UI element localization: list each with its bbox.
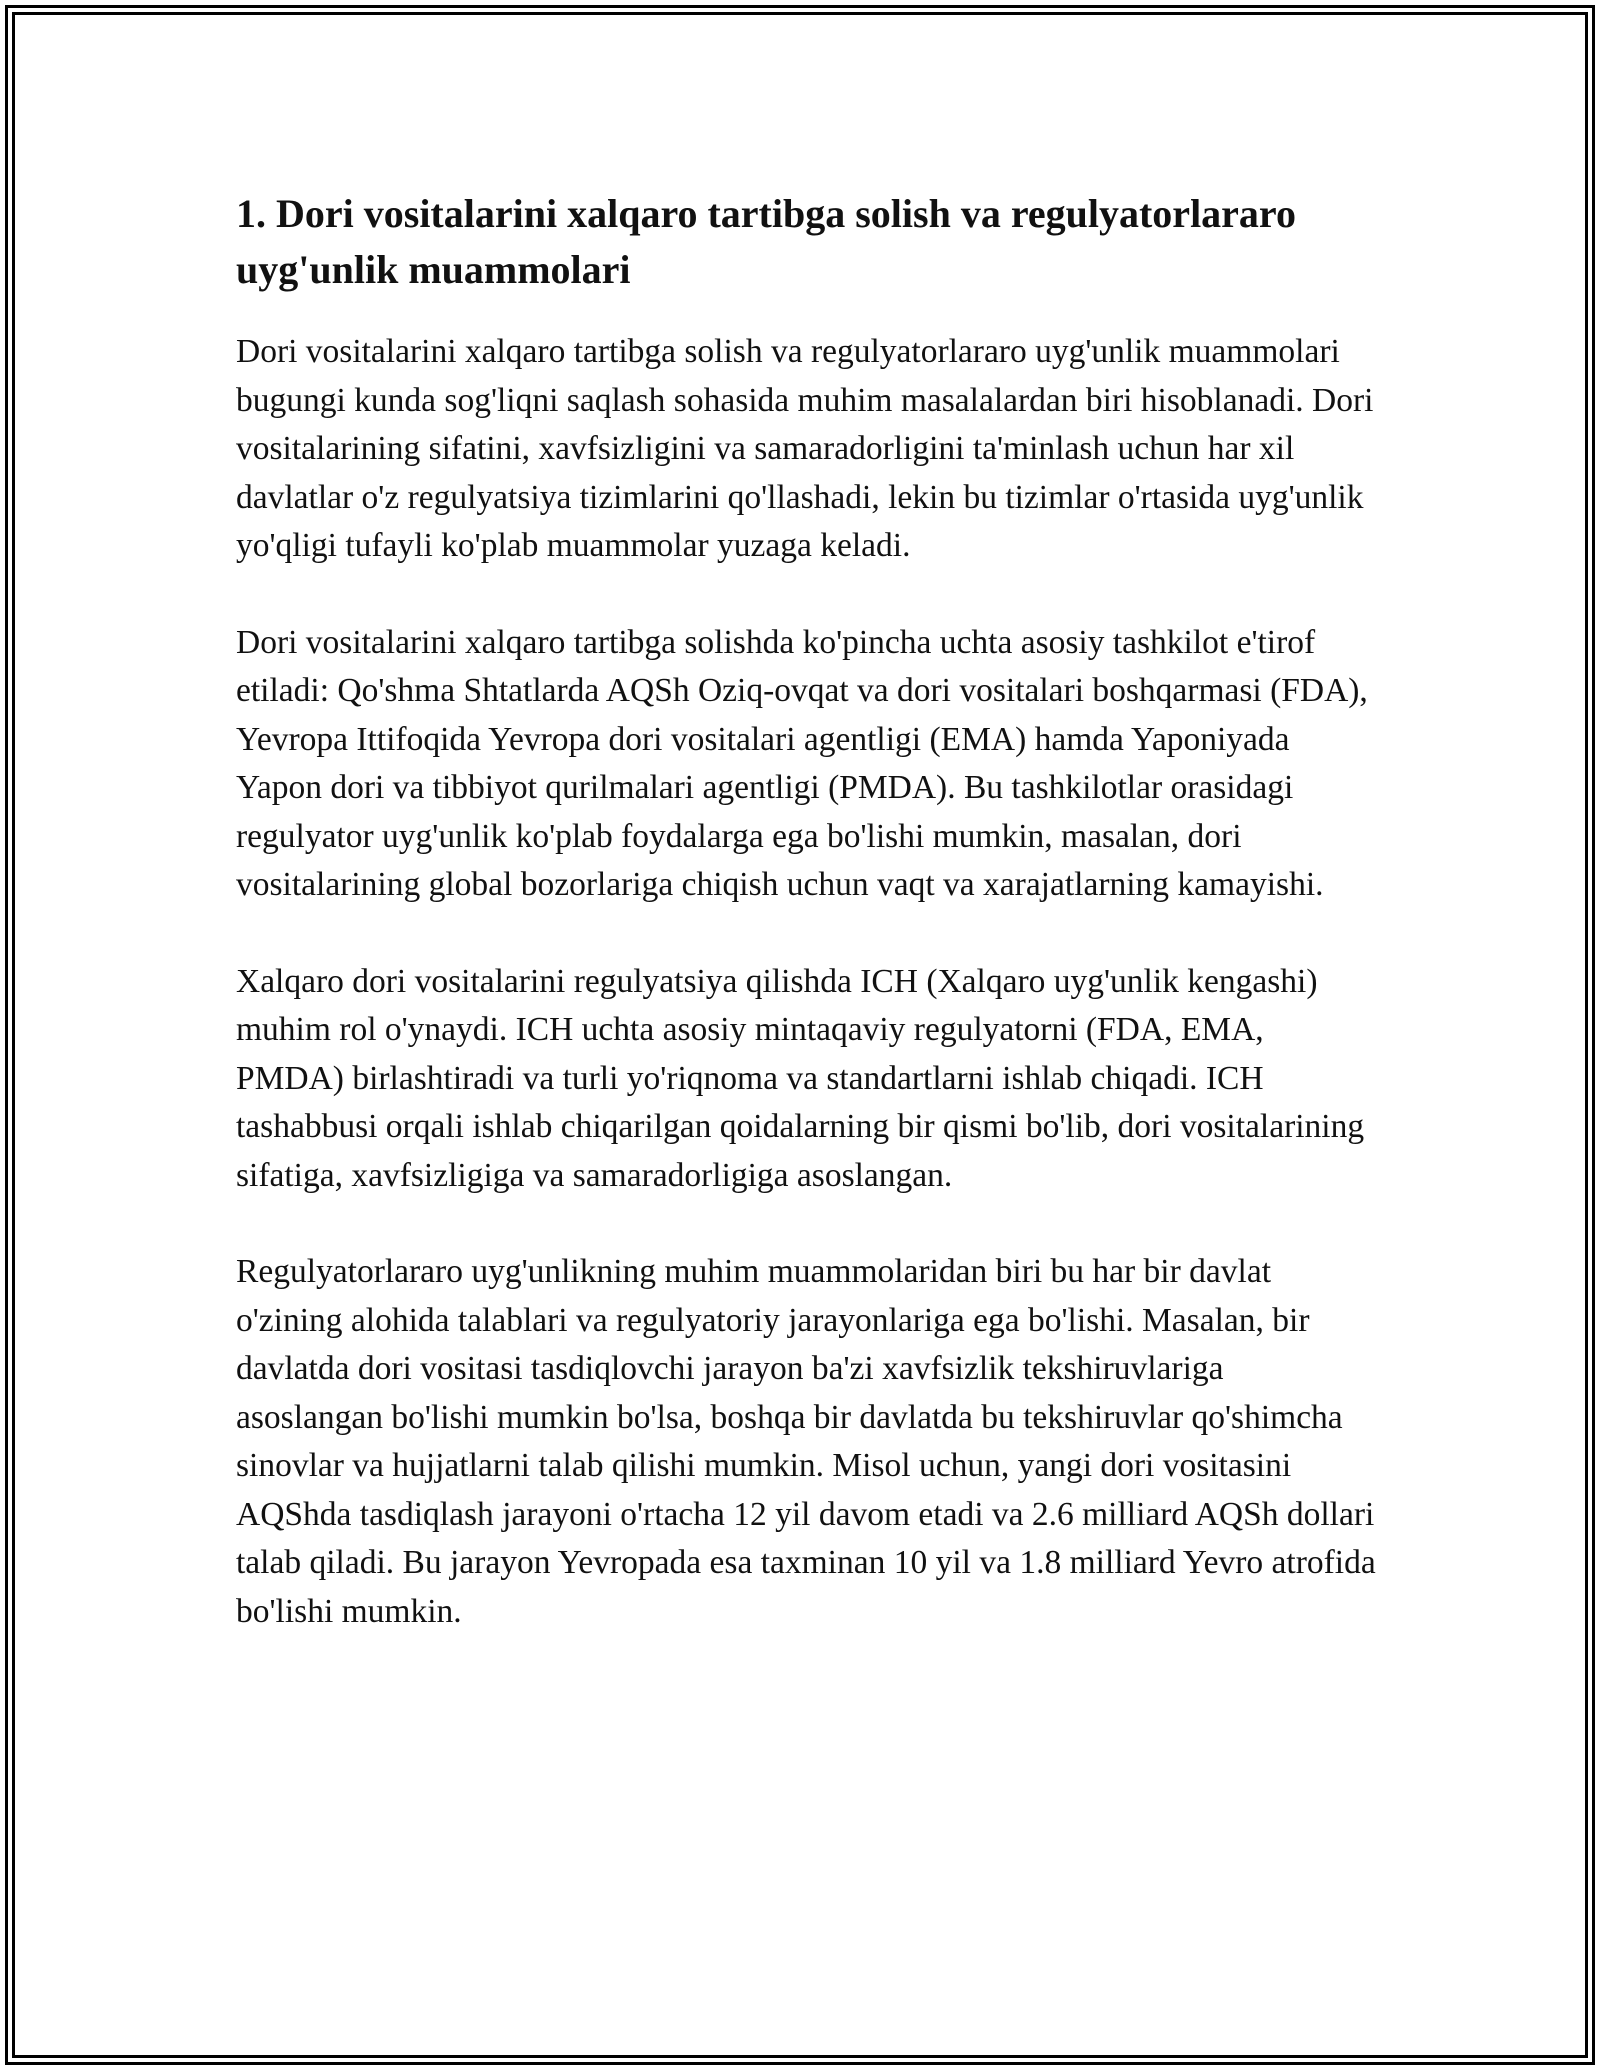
document-body xyxy=(236,186,1376,1684)
paragraph-3: Xalqaro dori vositalarini regulyatsiya qilishda ICH (Xalqaro uyg'unlik kengashi) muhim rol o'ynaydi. ICH uchta asosiy mintaqaviy regulyatorni (FDA, EMA, PMDA) birlashtiradi va turli yo'riqnoma va standartlarni ishlab chiqadi. ICH tashabbusi orqali ishlab chiqarilgan qoidalarning bir qismi bo'lib, dori vositalarining sifatiga, xavfsizligiga va samaradorligiga asoslangan. xyxy=(236,962,1365,1194)
section-heading: 1. Dori vositalarini xalqaro tartibga solish va regulyatorlararo uyg'unlik muammolari xyxy=(236,191,1296,292)
paragraph-4: Regulyatorlararo uyg'unlikning muhim muammolaridan biri bu har bir davlat o'zining alohida talablari va regulyatoriy jarayonlariga ega bo'lishi. Masalan, bir davlatda dori vositasi tasdiqlovchi jarayon ba'zi xavfsizlik tekshiruvlariga asoslangan bo'lishi mumkin bo'lsa, boshqa bir davlatda bu tekshiruvlar qo'shimcha sinovlar va hujjatlarni talab qilishi mumkin. Misol uchun, yangi dori vositasini AQShda tasdiqlash jarayoni o'rtacha 12 yil davom etadi va 2.6 milliard AQSh dollari talab qiladi. Bu jarayon Yevropada esa taxminan 10 yil va 1.8 milliard Yevro atrofida bo'lishi mumkin. xyxy=(236,1253,1376,1630)
paragraph-2: Dori vositalarini xalqaro tartibga solishda ko'pincha uchta asosiy tashkilot e'tirof etiladi: Qo'shma Shtatlarda AQSh Oziq-ovqat va dori vositalari boshqarmasi (FDA), Yevropa Ittifoqida Yevropa dori vositalari agentligi (EMA) hamda Yaponiyada Yapon dori va tibbiyot qurilmalari agentligi (PMDA). Bu tashkilotlar orasidagi regulyator uyg'unlik ko'plab foydalarga ega bo'lishi mumkin, masalan, dori vositalarining global bozorlariga chiqish uchun vaqt va xarajatlarning kamayishi. xyxy=(236,623,1368,903)
paragraph-1: Dori vositalarini xalqaro tartibga solish va regulyatorlararo uyg'unlik muammolari bugungi kunda sog'liqni saqlash sohasida muhim masalalardan biri hisoblanadi. Dori vositalarining sifatini, xavfsizligini va samaradorligini ta'minlash uchun har xil davlatlar o'z regulyatsiya tizimlarini qo'llashadi, lekin bu tizimlar o'rtasida uyg'unlik yo'qligi tufayli ko'plab muammolar yuzaga keladi. xyxy=(236,333,1374,564)
